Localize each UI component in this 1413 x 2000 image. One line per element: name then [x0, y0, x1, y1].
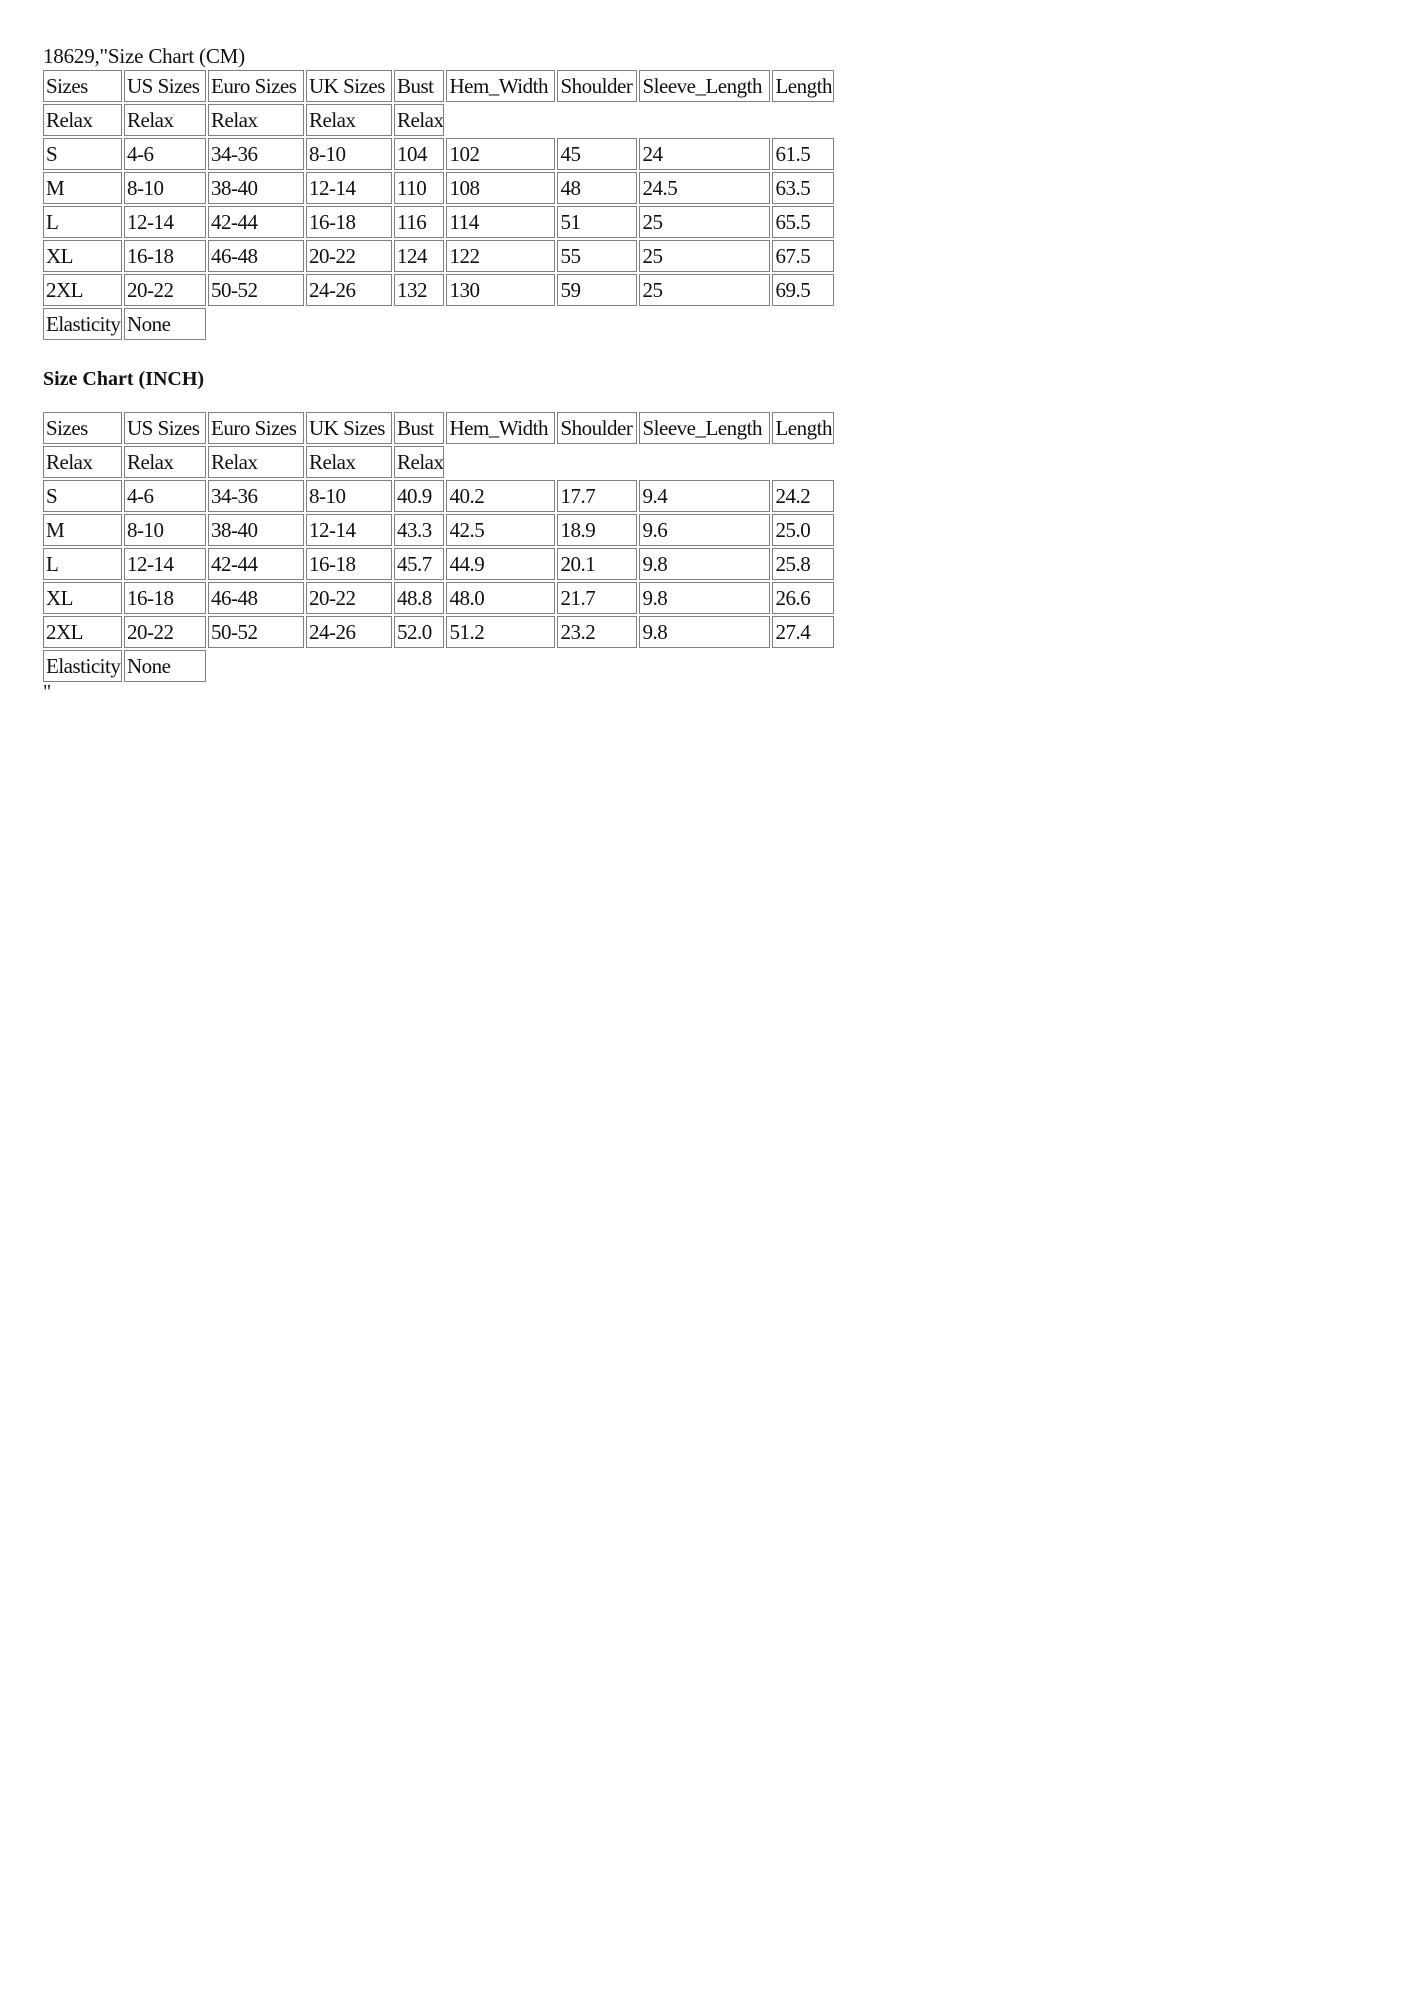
measurement-cell: 48.0 — [446, 582, 555, 614]
empty-cell — [639, 650, 770, 682]
elasticity-label: Elasticity — [43, 650, 122, 682]
measurement-cell: 25 — [639, 240, 770, 272]
measurement-cell: 12-14 — [306, 172, 392, 204]
empty-cell — [772, 650, 834, 682]
measurement-cell: 50-52 — [208, 616, 304, 648]
column-header: Hem_Width — [446, 70, 555, 102]
measurement-cell: 12-14 — [306, 514, 392, 546]
measurement-cell: 46-48 — [208, 240, 304, 272]
size-label-cell: L — [43, 548, 122, 580]
empty-cell — [208, 308, 304, 340]
measurement-cell: 25.8 — [772, 548, 834, 580]
table-header-row — [43, 70, 834, 102]
measurement-cell: 116 — [394, 206, 444, 238]
relax-cell: Relax — [43, 446, 122, 478]
column-header: Sizes — [43, 412, 122, 444]
measurement-cell: 24-26 — [306, 616, 392, 648]
measurement-cell: 52.0 — [394, 616, 444, 648]
measurement-cell: 45 — [557, 138, 637, 170]
measurement-cell: 25.0 — [772, 514, 834, 546]
measurement-cell: 132 — [394, 274, 444, 306]
size-table-cm — [41, 68, 836, 342]
empty-cell — [446, 446, 555, 478]
measurement-cell: 34-36 — [208, 480, 304, 512]
elasticity-value: None — [124, 308, 206, 340]
measurement-cell: 23.2 — [557, 616, 637, 648]
elasticity-label: Elasticity — [43, 308, 122, 340]
measurement-cell: 8-10 — [306, 138, 392, 170]
table-row — [43, 240, 834, 272]
table-row — [43, 616, 834, 648]
empty-cell — [772, 104, 834, 136]
size-label-cell: 2XL — [43, 274, 122, 306]
measurement-cell: 34-36 — [208, 138, 304, 170]
measurement-cell: 9.8 — [639, 548, 770, 580]
measurement-cell: 40.9 — [394, 480, 444, 512]
empty-cell — [394, 650, 444, 682]
measurement-cell: 42-44 — [208, 206, 304, 238]
closing-quote: " — [43, 681, 52, 703]
column-header: Sizes — [43, 70, 122, 102]
table-row — [43, 172, 834, 204]
relax-cell: Relax — [306, 104, 392, 136]
measurement-cell: 20-22 — [124, 616, 206, 648]
column-header: Shoulder — [557, 412, 637, 444]
measurement-cell: 42-44 — [208, 548, 304, 580]
table-row — [43, 582, 834, 614]
empty-cell — [306, 650, 392, 682]
measurement-cell: 51.2 — [446, 616, 555, 648]
measurement-cell: 12-14 — [124, 206, 206, 238]
measurement-cell: 43.3 — [394, 514, 444, 546]
empty-cell — [557, 650, 637, 682]
measurement-cell: 124 — [394, 240, 444, 272]
column-header: Length — [772, 70, 834, 102]
measurement-cell: 55 — [557, 240, 637, 272]
elasticity-row — [43, 650, 834, 682]
measurement-cell: 38-40 — [208, 514, 304, 546]
empty-cell — [446, 308, 555, 340]
measurement-cell: 48 — [557, 172, 637, 204]
measurement-cell: 20.1 — [557, 548, 637, 580]
size-table-inch — [41, 410, 836, 684]
empty-cell — [306, 308, 392, 340]
measurement-cell: 9.8 — [639, 582, 770, 614]
empty-cell — [639, 104, 770, 136]
measurement-cell: 50-52 — [208, 274, 304, 306]
size-chart-document — [43, 44, 836, 703]
size-label-cell: M — [43, 514, 122, 546]
measurement-cell: 9.8 — [639, 616, 770, 648]
column-header: Hem_Width — [446, 412, 555, 444]
empty-cell — [394, 308, 444, 340]
empty-cell — [446, 650, 555, 682]
size-label-cell: M — [43, 172, 122, 204]
measurement-cell: 18.9 — [557, 514, 637, 546]
measurement-cell: 4-6 — [124, 138, 206, 170]
relax-cell: Relax — [208, 446, 304, 478]
table-row — [43, 548, 834, 580]
measurement-cell: 42.5 — [446, 514, 555, 546]
measurement-cell: 59 — [557, 274, 637, 306]
measurement-cell: 24 — [639, 138, 770, 170]
relax-row — [43, 104, 834, 136]
measurement-cell: 9.6 — [639, 514, 770, 546]
relax-cell: Relax — [394, 104, 444, 136]
measurement-cell: 63.5 — [772, 172, 834, 204]
measurement-cell: 108 — [446, 172, 555, 204]
measurement-cell: 24-26 — [306, 274, 392, 306]
measurement-cell: 25 — [639, 206, 770, 238]
measurement-cell: 27.4 — [772, 616, 834, 648]
column-header: Euro Sizes — [208, 412, 304, 444]
measurement-cell: 130 — [446, 274, 555, 306]
table-row — [43, 514, 834, 546]
relax-cell: Relax — [394, 446, 444, 478]
empty-cell — [446, 104, 555, 136]
elasticity-row — [43, 308, 834, 340]
size-label-cell: 2XL — [43, 616, 122, 648]
measurement-cell: 16-18 — [124, 582, 206, 614]
relax-cell: Relax — [124, 446, 206, 478]
table-row — [43, 138, 834, 170]
elasticity-value: None — [124, 650, 206, 682]
column-header: Bust — [394, 412, 444, 444]
measurement-cell: 104 — [394, 138, 444, 170]
measurement-cell: 69.5 — [772, 274, 834, 306]
measurement-cell: 8-10 — [124, 172, 206, 204]
column-header: UK Sizes — [306, 70, 392, 102]
measurement-cell: 51 — [557, 206, 637, 238]
table-header-row — [43, 412, 834, 444]
empty-cell — [772, 446, 834, 478]
measurement-cell: 24.2 — [772, 480, 834, 512]
column-header: Length — [772, 412, 834, 444]
measurement-cell: 25 — [639, 274, 770, 306]
measurement-cell: 44.9 — [446, 548, 555, 580]
relax-row — [43, 446, 834, 478]
measurement-cell: 16-18 — [124, 240, 206, 272]
measurement-cell: 122 — [446, 240, 555, 272]
measurement-cell: 16-18 — [306, 206, 392, 238]
column-header: Shoulder — [557, 70, 637, 102]
empty-cell — [639, 308, 770, 340]
measurement-cell: 20-22 — [306, 240, 392, 272]
measurement-cell: 20-22 — [306, 582, 392, 614]
size-table-cm-body — [43, 70, 834, 340]
measurement-cell: 110 — [394, 172, 444, 204]
measurement-cell: 26.6 — [772, 582, 834, 614]
empty-cell — [639, 446, 770, 478]
column-header: US Sizes — [124, 70, 206, 102]
document-header: 18629,"Size Chart (CM) — [43, 44, 245, 68]
empty-cell — [208, 650, 304, 682]
empty-cell — [557, 446, 637, 478]
measurement-cell: 9.4 — [639, 480, 770, 512]
relax-cell: Relax — [208, 104, 304, 136]
measurement-cell: 114 — [446, 206, 555, 238]
measurement-cell: 65.5 — [772, 206, 834, 238]
size-label-cell: S — [43, 480, 122, 512]
measurement-cell: 61.5 — [772, 138, 834, 170]
measurement-cell: 46-48 — [208, 582, 304, 614]
relax-cell: Relax — [124, 104, 206, 136]
measurement-cell: 12-14 — [124, 548, 206, 580]
size-table-inch-body — [43, 412, 834, 682]
relax-cell: Relax — [43, 104, 122, 136]
column-header: Sleeve_Length — [639, 70, 770, 102]
column-header: UK Sizes — [306, 412, 392, 444]
relax-cell: Relax — [306, 446, 392, 478]
measurement-cell: 102 — [446, 138, 555, 170]
size-label-cell: L — [43, 206, 122, 238]
measurement-cell: 45.7 — [394, 548, 444, 580]
column-header: Euro Sizes — [208, 70, 304, 102]
column-header: Bust — [394, 70, 444, 102]
measurement-cell: 38-40 — [208, 172, 304, 204]
inch-section-title: Size Chart (INCH) — [43, 368, 205, 390]
measurement-cell: 40.2 — [446, 480, 555, 512]
empty-cell — [557, 104, 637, 136]
column-header: US Sizes — [124, 412, 206, 444]
column-header: Sleeve_Length — [639, 412, 770, 444]
table-row — [43, 206, 834, 238]
table-row — [43, 274, 834, 306]
size-label-cell: XL — [43, 240, 122, 272]
measurement-cell: 16-18 — [306, 548, 392, 580]
measurement-cell: 67.5 — [772, 240, 834, 272]
measurement-cell: 20-22 — [124, 274, 206, 306]
size-label-cell: S — [43, 138, 122, 170]
measurement-cell: 48.8 — [394, 582, 444, 614]
measurement-cell: 8-10 — [124, 514, 206, 546]
measurement-cell: 4-6 — [124, 480, 206, 512]
measurement-cell: 21.7 — [557, 582, 637, 614]
table-row — [43, 480, 834, 512]
measurement-cell: 8-10 — [306, 480, 392, 512]
measurement-cell: 17.7 — [557, 480, 637, 512]
empty-cell — [772, 308, 834, 340]
empty-cell — [557, 308, 637, 340]
measurement-cell: 24.5 — [639, 172, 770, 204]
size-label-cell: XL — [43, 582, 122, 614]
